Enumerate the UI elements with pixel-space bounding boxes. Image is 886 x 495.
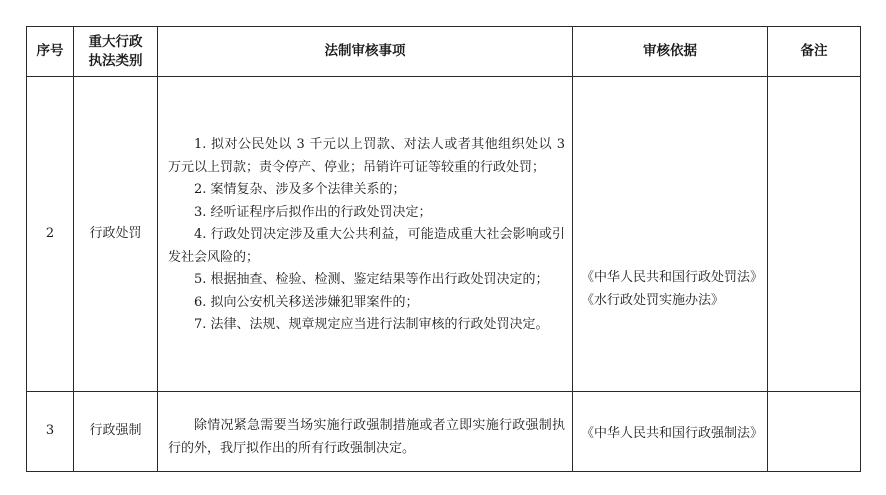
row-remarks [768, 77, 861, 392]
review-item: 1. 拟对公民处以 3 千元以上罚款、对法人或者其他组织处以 3 万元以上罚款；责令停产、停业；吊销许可证等较重的行政处罚； [168, 137, 565, 175]
row-seq: 3 [27, 392, 74, 472]
row-items [158, 392, 573, 472]
header-basis: 审核依据 [573, 27, 768, 77]
review-item: 5. 根据抽查、检验、检测、鉴定结果等作出行政处罚决定的； [194, 272, 549, 288]
row-remarks [768, 392, 861, 472]
table-row [27, 392, 861, 472]
review-item: 7. 法律、法规、规章规定应当进行法制审核的行政处罚决定。 [194, 317, 549, 333]
review-item: 除情况紧急需要当场实施行政强制措施或者立即实施行政强制执行的外，我厅拟作出的所有行政强制决定。 [168, 418, 565, 456]
table-row [27, 77, 861, 392]
review-item: 3. 经听证程序后拟作出的行政处罚决定； [194, 204, 432, 220]
review-table [26, 26, 861, 472]
header-category-text: 重大行政执法类别 [88, 33, 143, 69]
row-basis-text: 《中华人民共和国行政处罚法》《水行政处罚实施办法》 [581, 270, 757, 308]
row-basis [573, 77, 768, 392]
row-category: 行政强制 [74, 392, 158, 472]
header-items: 法制审核事项 [158, 27, 573, 77]
review-item: 6. 拟向公安机关移送涉嫌犯罪案件的； [194, 294, 419, 310]
header-row [27, 27, 861, 77]
row-category: 行政处罚 [74, 77, 158, 392]
row-basis-text: 《中华人民共和国行政强制法》 [581, 425, 764, 441]
review-item: 4. 行政处罚决定涉及重大公共利益，可能造成重大社会影响或引发社会风险的； [168, 227, 565, 265]
row-seq: 2 [27, 77, 74, 392]
row-items [158, 77, 573, 392]
header-remarks: 备注 [768, 27, 861, 77]
header-seq: 序号 [27, 27, 74, 77]
row-basis [573, 392, 768, 472]
review-item: 2. 案情复杂、涉及多个法律关系的； [194, 182, 406, 198]
header-category [74, 27, 158, 77]
